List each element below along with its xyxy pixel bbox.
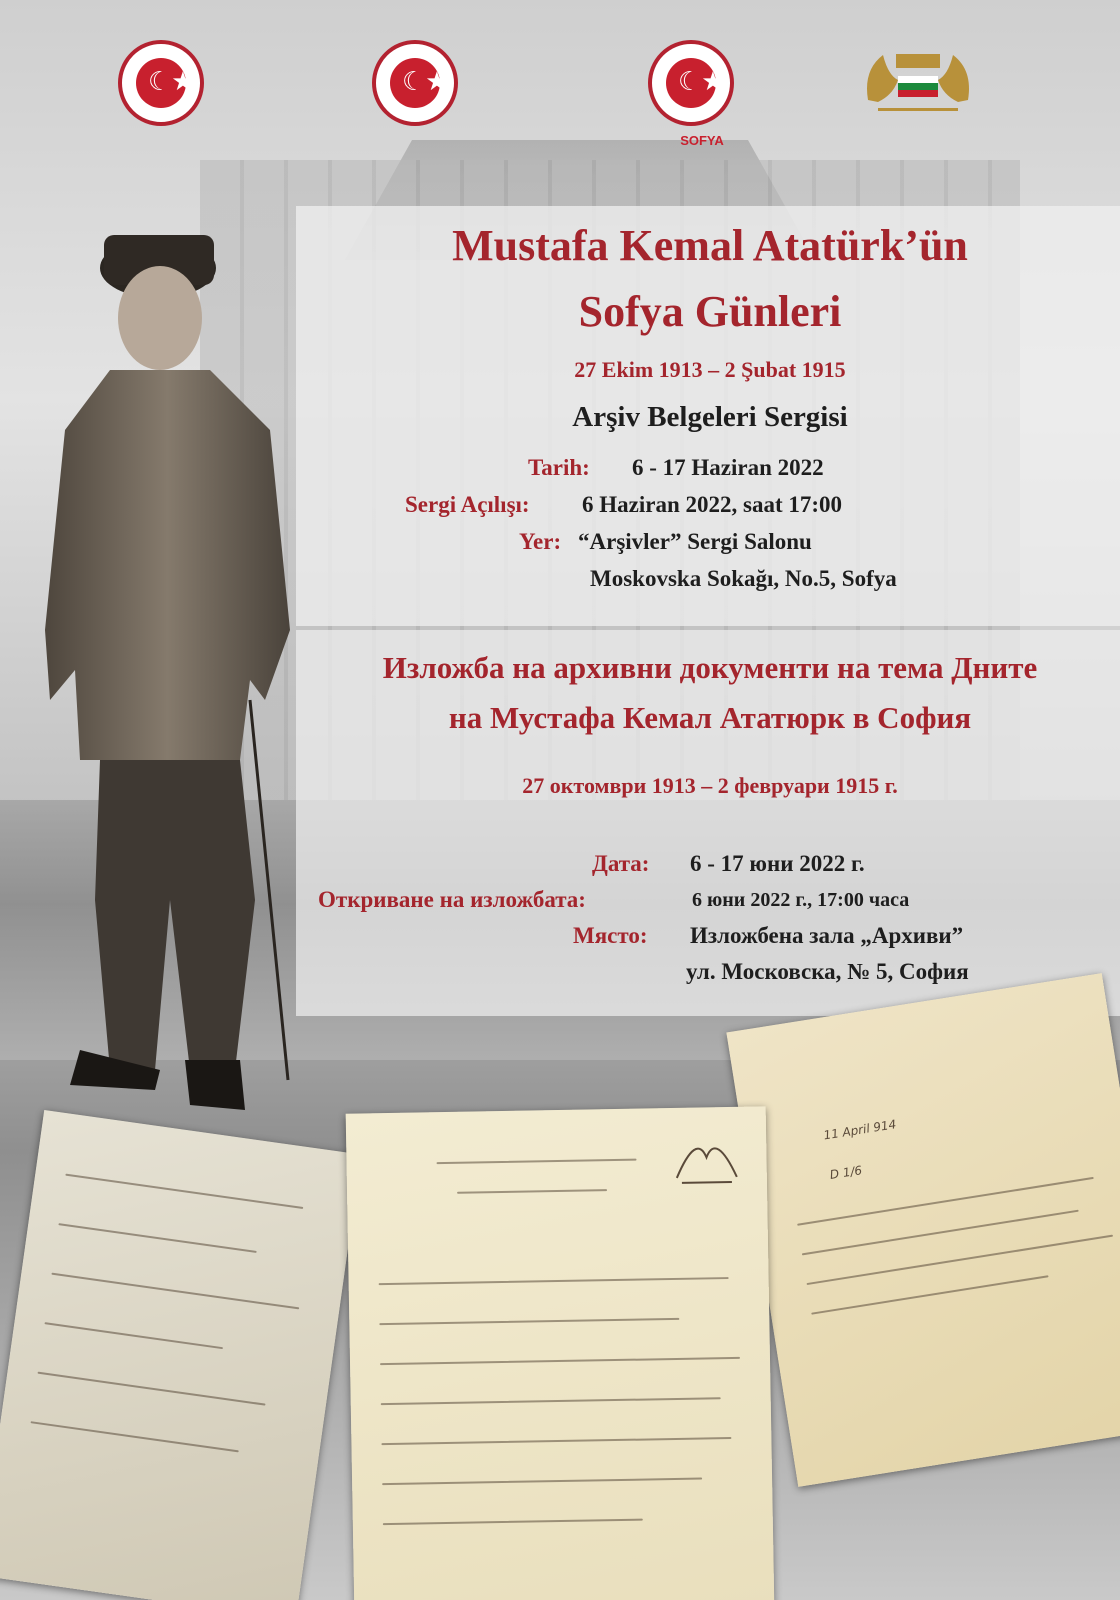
bulgarian-state-archives-agency-logo-icon [858,40,978,120]
archive-document-right [726,973,1120,1487]
bulgarian-opening-label: Откриване на изложбата: [318,887,586,912]
turkish-opening-value: 6 Haziran 2022, saat 17:00 [582,492,843,517]
bulgarian-title-line2: на Мустафа Кемал Ататюрк в София [448,700,972,735]
state-archives-presidency-seal-icon: ☾★ [372,40,458,126]
document-reference-note: D 1/6 [828,1163,864,1183]
turkish-dates: 27 Ekim 1913 – 2 Şubat 1915 [574,357,846,382]
turkish-title-line1: Mustafa Kemal Atatürk’ün [452,221,968,270]
turkish-venue-line1: “Arşivler” Sergi Salonu [578,529,812,554]
bulgarian-dates: 27 октомври 1913 – 2 февруари 1915 г. [522,773,898,798]
turkish-opening-label: Sergi Açılışı: [405,492,530,517]
bulgarian-venue-label: Място: [573,923,648,948]
bulgarian-opening-value: 6 юни 2022 г., 17:00 часа [692,889,910,911]
seal-caption: SOFYA [680,133,724,148]
turkish-venue-label: Yer: [519,529,562,554]
bulgarian-date-label: Дата: [592,851,650,876]
tughra-emblem-icon [666,1127,747,1188]
bulgarian-date-value: 6 - 17 юни 2022 г. [690,851,865,876]
bulgarian-venue-line1: Изложбена зала „Архиви” [690,923,964,948]
turkish-embassy-sofia-seal-icon: ☾★ [648,40,734,126]
bulgarian-title-line1: Изложба на архивни документи на тема Дните [382,650,1038,685]
turkish-ministry-seal-icon: ☾★ [118,40,204,126]
ataturk-portrait-figure [40,200,300,1120]
turkish-date-label: Tarih: [528,455,590,480]
document-date-note: 11 April 914 [822,1117,898,1143]
bulgarian-venue-line2: ул. Московска, № 5, София [686,959,969,984]
turkish-title-line2: Sofya Günleri [578,287,842,336]
archive-document-left [0,1110,361,1600]
turkish-date-value: 6 - 17 Haziran 2022 [632,455,824,480]
archive-document-center [346,1106,775,1600]
turkish-venue-line2: Moskovska Sokağı, No.5, Sofya [590,566,897,591]
turkish-subtitle: Arşiv Belgeleri Sergisi [572,401,848,433]
